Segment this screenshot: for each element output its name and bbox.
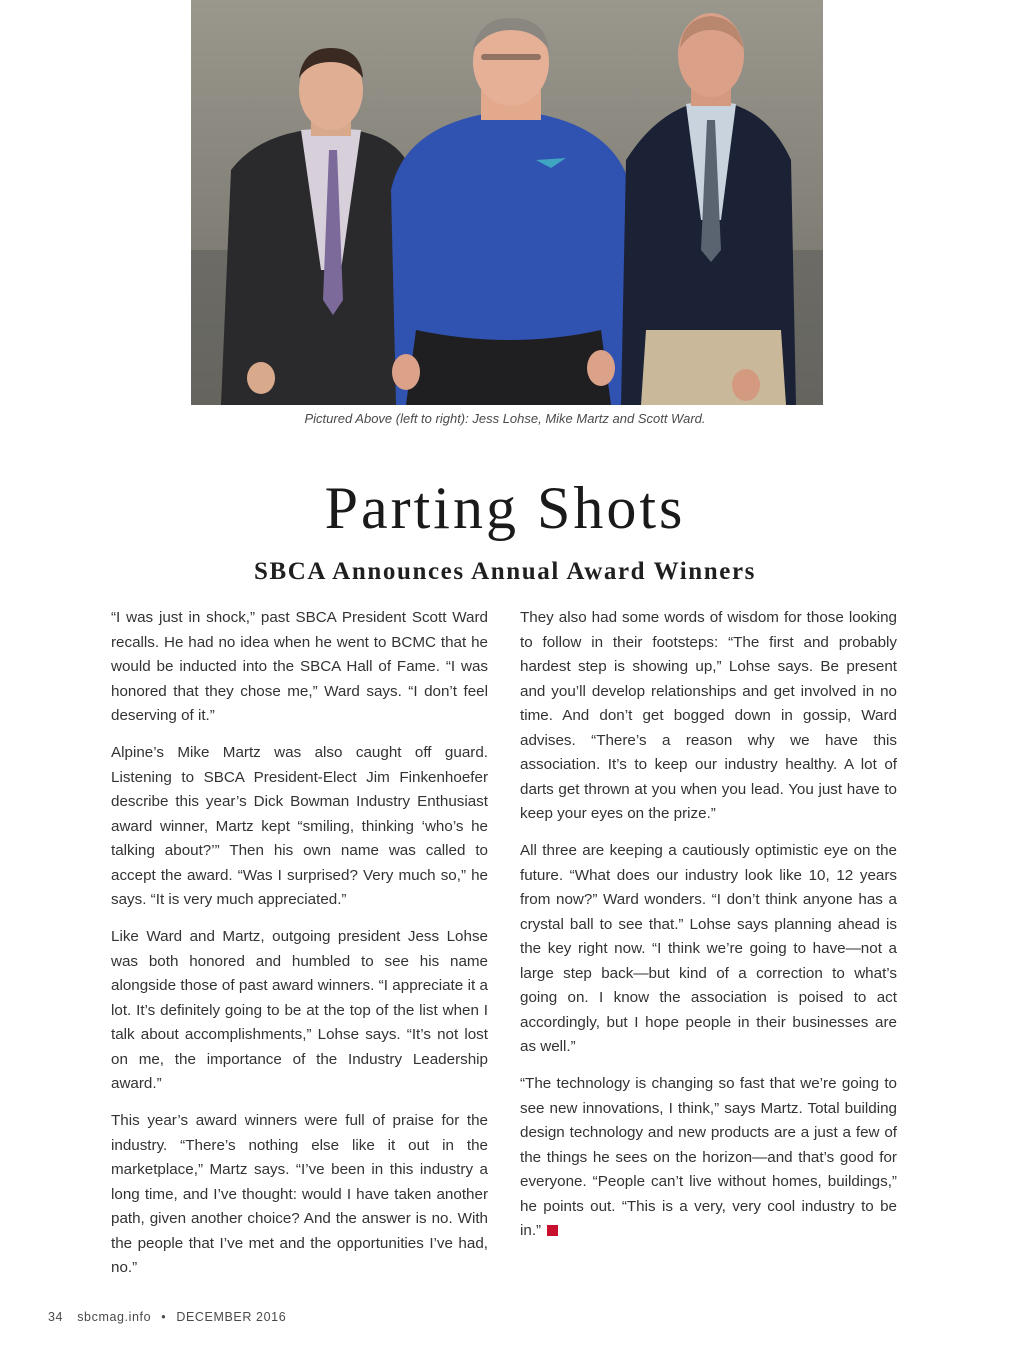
paragraph-text: “The technology is changing so fast that we’re going to see new innovations, I think,” says Martz. Total building design technology and new products are a just a few of the things he sees on the horizon—and that’s good for everyone. “People can’t live without homes, buildings,” he points out. “This is a very, very cool industry to be in.” [520,1075,897,1239]
article-subtitle: SBCA Announces Annual Award Winners [254,558,756,585]
page-footer [48,1310,286,1324]
article-column-right [520,606,897,1256]
paragraph: Like Ward and Martz, outgoing president Jess Lohse was both honored and humbled to see his name alongside those of past award winners. “I appreciate it a lot. It’s definitely going to be at the top of the list when I talk about accomplishments,” Lohse says. “It’s not lost on me, the importance of the Industry Leadership award.” [111,928,488,1092]
page-number: 34 [48,1310,64,1324]
paragraph: They also had some words of wisdom for those looking to follow in their footsteps: “The first and probably hardest step is showing up,” Lohse says. Be present and you’ll develop relationships and get involved in no time. And don’t get bogged down in gossip, Ward advises. “There’s a reason why we have this association. It’s to keep our industry healthy. A lot of darts get thrown at you when you lead. You just have to keep your eyes on the prize.” [520,609,897,822]
article-column-left [111,606,488,1293]
footer-issue: DECEMBER 2016 [176,1310,287,1324]
page-title: Parting Shots [324,475,686,541]
article-photo [191,0,823,405]
end-of-article-icon [547,1225,558,1236]
paragraph: All three are keeping a cautiously optimistic eye on the future. “What does our industry look like 10, 12 years from now?” Ward wonders. “I don’t think anyone has a crystal ball to see that.” Lohse says planning ahead is the key right now. “I think we’re going to have—not a large step back—but kind of a correction to what’s going on. I know the association is poised to act accordingly, but I hope people in their businesses are as well.” [520,842,897,1055]
paragraph: This year’s award winners were full of praise for the industry. “There’s nothing else like it out in the marketplace,” Martz says. “I’ve been in this industry a long time, and I’ve thought: would I have taken another path, given another choice? And the answer is no. With the people that I’ve met and the opportunities I’ve had, no.” [111,1112,488,1276]
paragraph-last [520,1072,897,1244]
footer-site-link[interactable]: sbcmag.info [77,1310,152,1324]
photo-caption: Pictured Above (left to right): Jess Lohse, Mike Martz and Scott Ward. [304,411,706,426]
paragraph: “I was just in shock,” past SBCA President Scott Ward recalls. He had no idea when he went to BCMC that he would be inducted into the SBCA Hall of Fame. “I was honored that they chose me,” Ward says. “I don’t feel deserving of it.” [111,609,488,724]
footer-separator: • [161,1310,167,1324]
paragraph: Alpine’s Mike Martz was also caught off guard. Listening to SBCA President-Elect Jim Finkenhoefer describe this year’s Dick Bowman Industry Enthusiast award winner, Martz kept “smiling, thinking ‘who’s he talking about?’” Then his own name was called to accept the award. “Was I surprised? Very much so,” he says. “It is very much appreciated.” [111,744,488,908]
